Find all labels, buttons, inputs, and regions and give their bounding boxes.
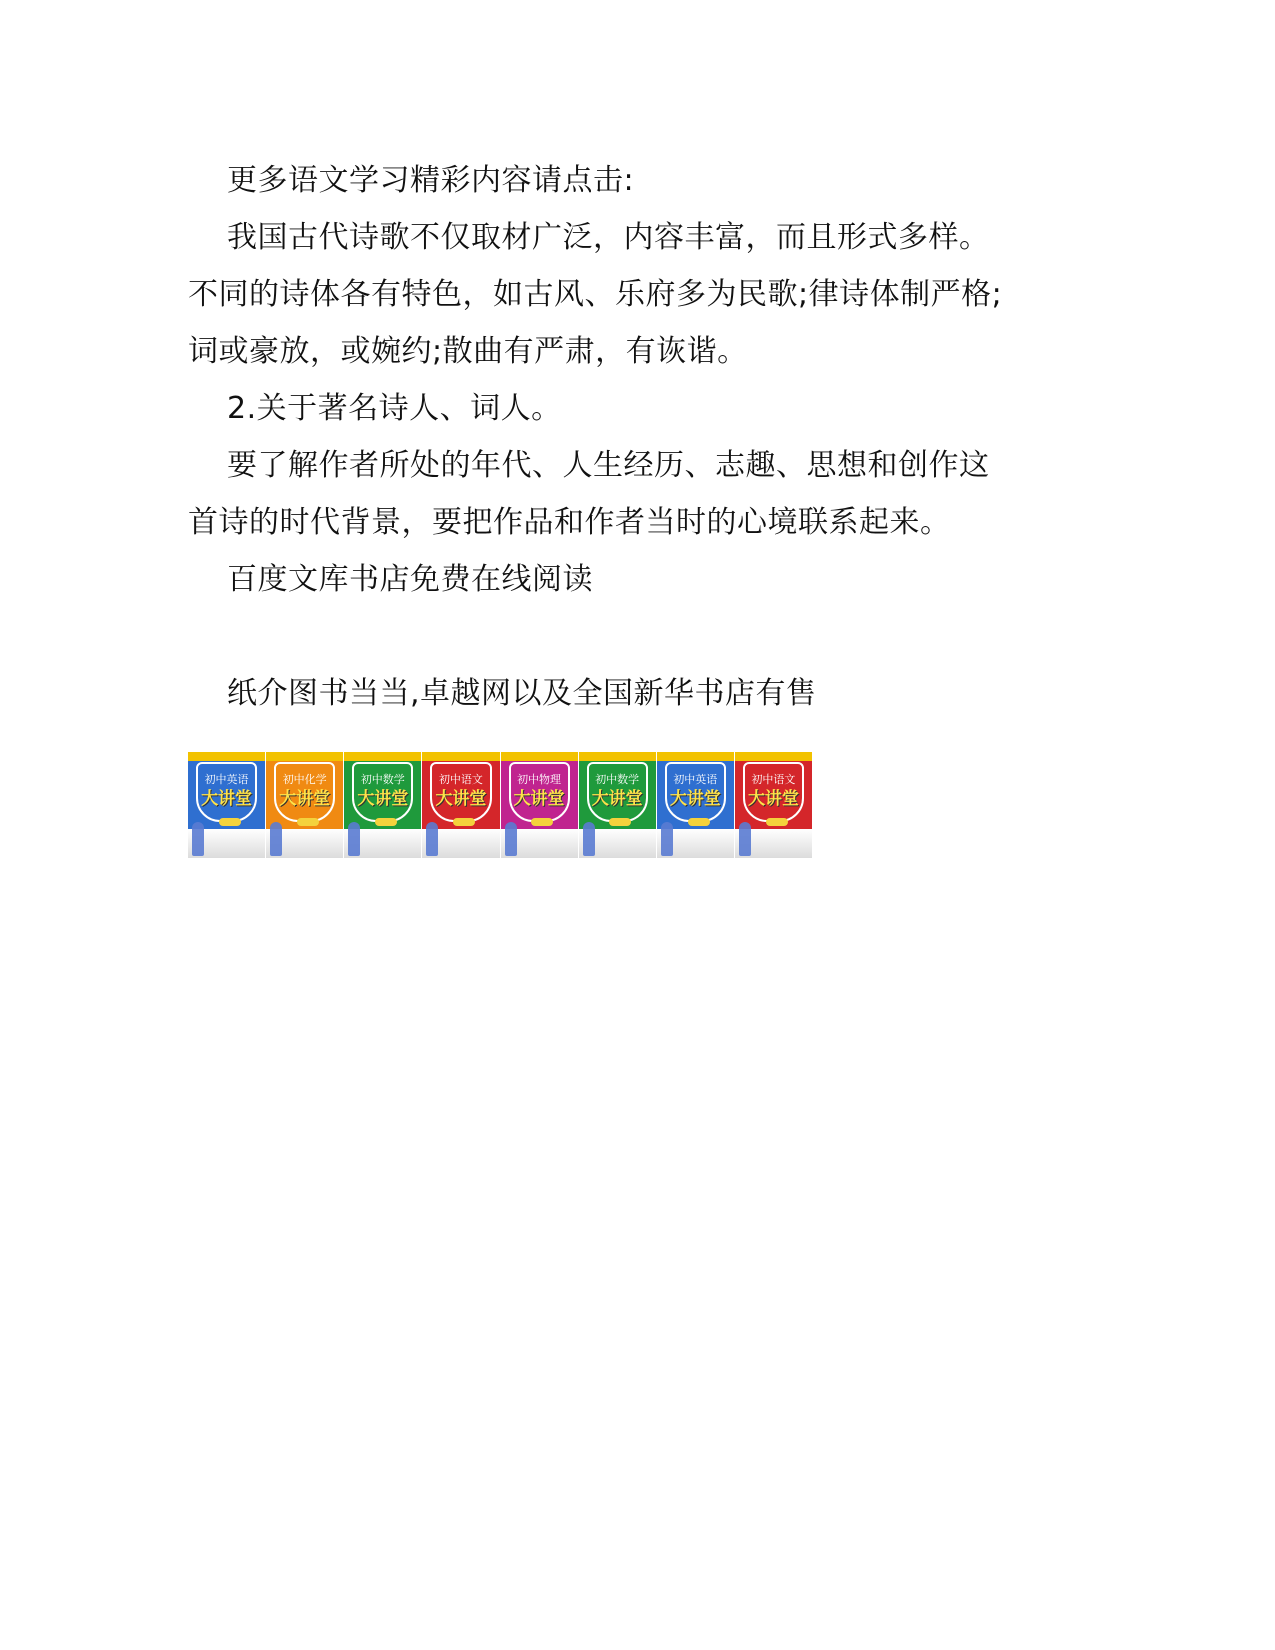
book-cover: [344, 752, 422, 858]
book-cover-medal-icon: [766, 818, 788, 826]
book-cover: [657, 752, 735, 858]
book-cover-subject: 初中语文: [751, 773, 796, 786]
book-cover-medal-icon: [531, 818, 553, 826]
book-cover-medal-icon: [609, 818, 631, 826]
book-cover-top-band: [579, 752, 656, 761]
paragraph-baidu-bookstore: 百度文库书店免费在线阅读: [227, 562, 593, 597]
paragraph-paper-books: 纸介图书当当,卓越网以及全国新华书店有售: [227, 676, 817, 711]
book-cover-student-figure: [270, 822, 282, 856]
book-cover-medal-icon: [375, 818, 397, 826]
book-cover: [579, 752, 657, 858]
book-cover-subject: 初中数学: [595, 773, 640, 786]
book-cover-top-band: [266, 752, 343, 761]
book-cover-title: 大讲堂: [279, 789, 331, 809]
book-cover-medal-icon: [219, 818, 241, 826]
book-cover-top-band: [735, 752, 812, 761]
book-cover-student-figure: [192, 822, 204, 856]
book-cover: [501, 752, 579, 858]
book-cover-student-figure: [661, 822, 673, 856]
book-cover-student-figure: [348, 822, 360, 856]
book-cover-title: 大讲堂: [669, 789, 721, 809]
book-cover-subject: 初中数学: [360, 773, 405, 786]
book-cover-medal-icon: [688, 818, 710, 826]
paragraph-more-content: 更多语文学习精彩内容请点击:: [227, 163, 635, 198]
book-cover-top-band: [501, 752, 578, 761]
book-cover-title: 大讲堂: [201, 789, 253, 809]
book-cover-title: 大讲堂: [747, 789, 799, 809]
book-cover-top-band: [188, 752, 265, 761]
book-cover-medal-icon: [297, 818, 319, 826]
book-covers-image: [188, 752, 812, 858]
book-cover: [188, 752, 266, 858]
paragraph-author-line-2: 首诗的时代背景，要把作品和作者当时的心境联系起来。: [188, 505, 951, 540]
book-cover-subject: 初中语文: [438, 773, 483, 786]
paragraph-poetry-line-2: 不同的诗体各有特色，如古风、乐府多为民歌;律诗体制严格;: [188, 277, 1003, 312]
book-cover: [735, 752, 812, 858]
book-cover-top-band: [344, 752, 421, 761]
book-cover-subject: 初中化学: [282, 773, 327, 786]
document-body: [188, 152, 1088, 722]
book-cover-student-figure: [583, 822, 595, 856]
blank-line: [188, 608, 1088, 665]
book-cover-student-figure: [739, 822, 751, 856]
book-cover-top-band: [657, 752, 734, 761]
book-cover-title: 大讲堂: [435, 789, 487, 809]
book-cover-subject: 初中英语: [673, 773, 718, 786]
book-cover-student-figure: [426, 822, 438, 856]
section-heading-poets: 2.关于著名诗人、词人。: [227, 391, 562, 426]
paragraph-poetry-line-3: 词或豪放，或婉约;散曲有严肃，有诙谐。: [188, 334, 748, 369]
book-cover-subject: 初中物理: [517, 773, 562, 786]
paragraph-poetry-line-1: 我国古代诗歌不仅取材广泛，内容丰富，而且形式多样。: [227, 220, 990, 255]
paragraph-author-line-1: 要了解作者所处的年代、人生经历、志趣、思想和创作这: [227, 448, 990, 483]
book-cover-medal-icon: [453, 818, 475, 826]
book-cover: [266, 752, 344, 858]
book-cover-title: 大讲堂: [591, 789, 643, 809]
book-cover: [422, 752, 500, 858]
book-cover-subject: 初中英语: [204, 773, 249, 786]
book-cover-title: 大讲堂: [357, 789, 409, 809]
book-cover-student-figure: [505, 822, 517, 856]
book-cover-top-band: [422, 752, 499, 761]
book-cover-title: 大讲堂: [513, 789, 565, 809]
